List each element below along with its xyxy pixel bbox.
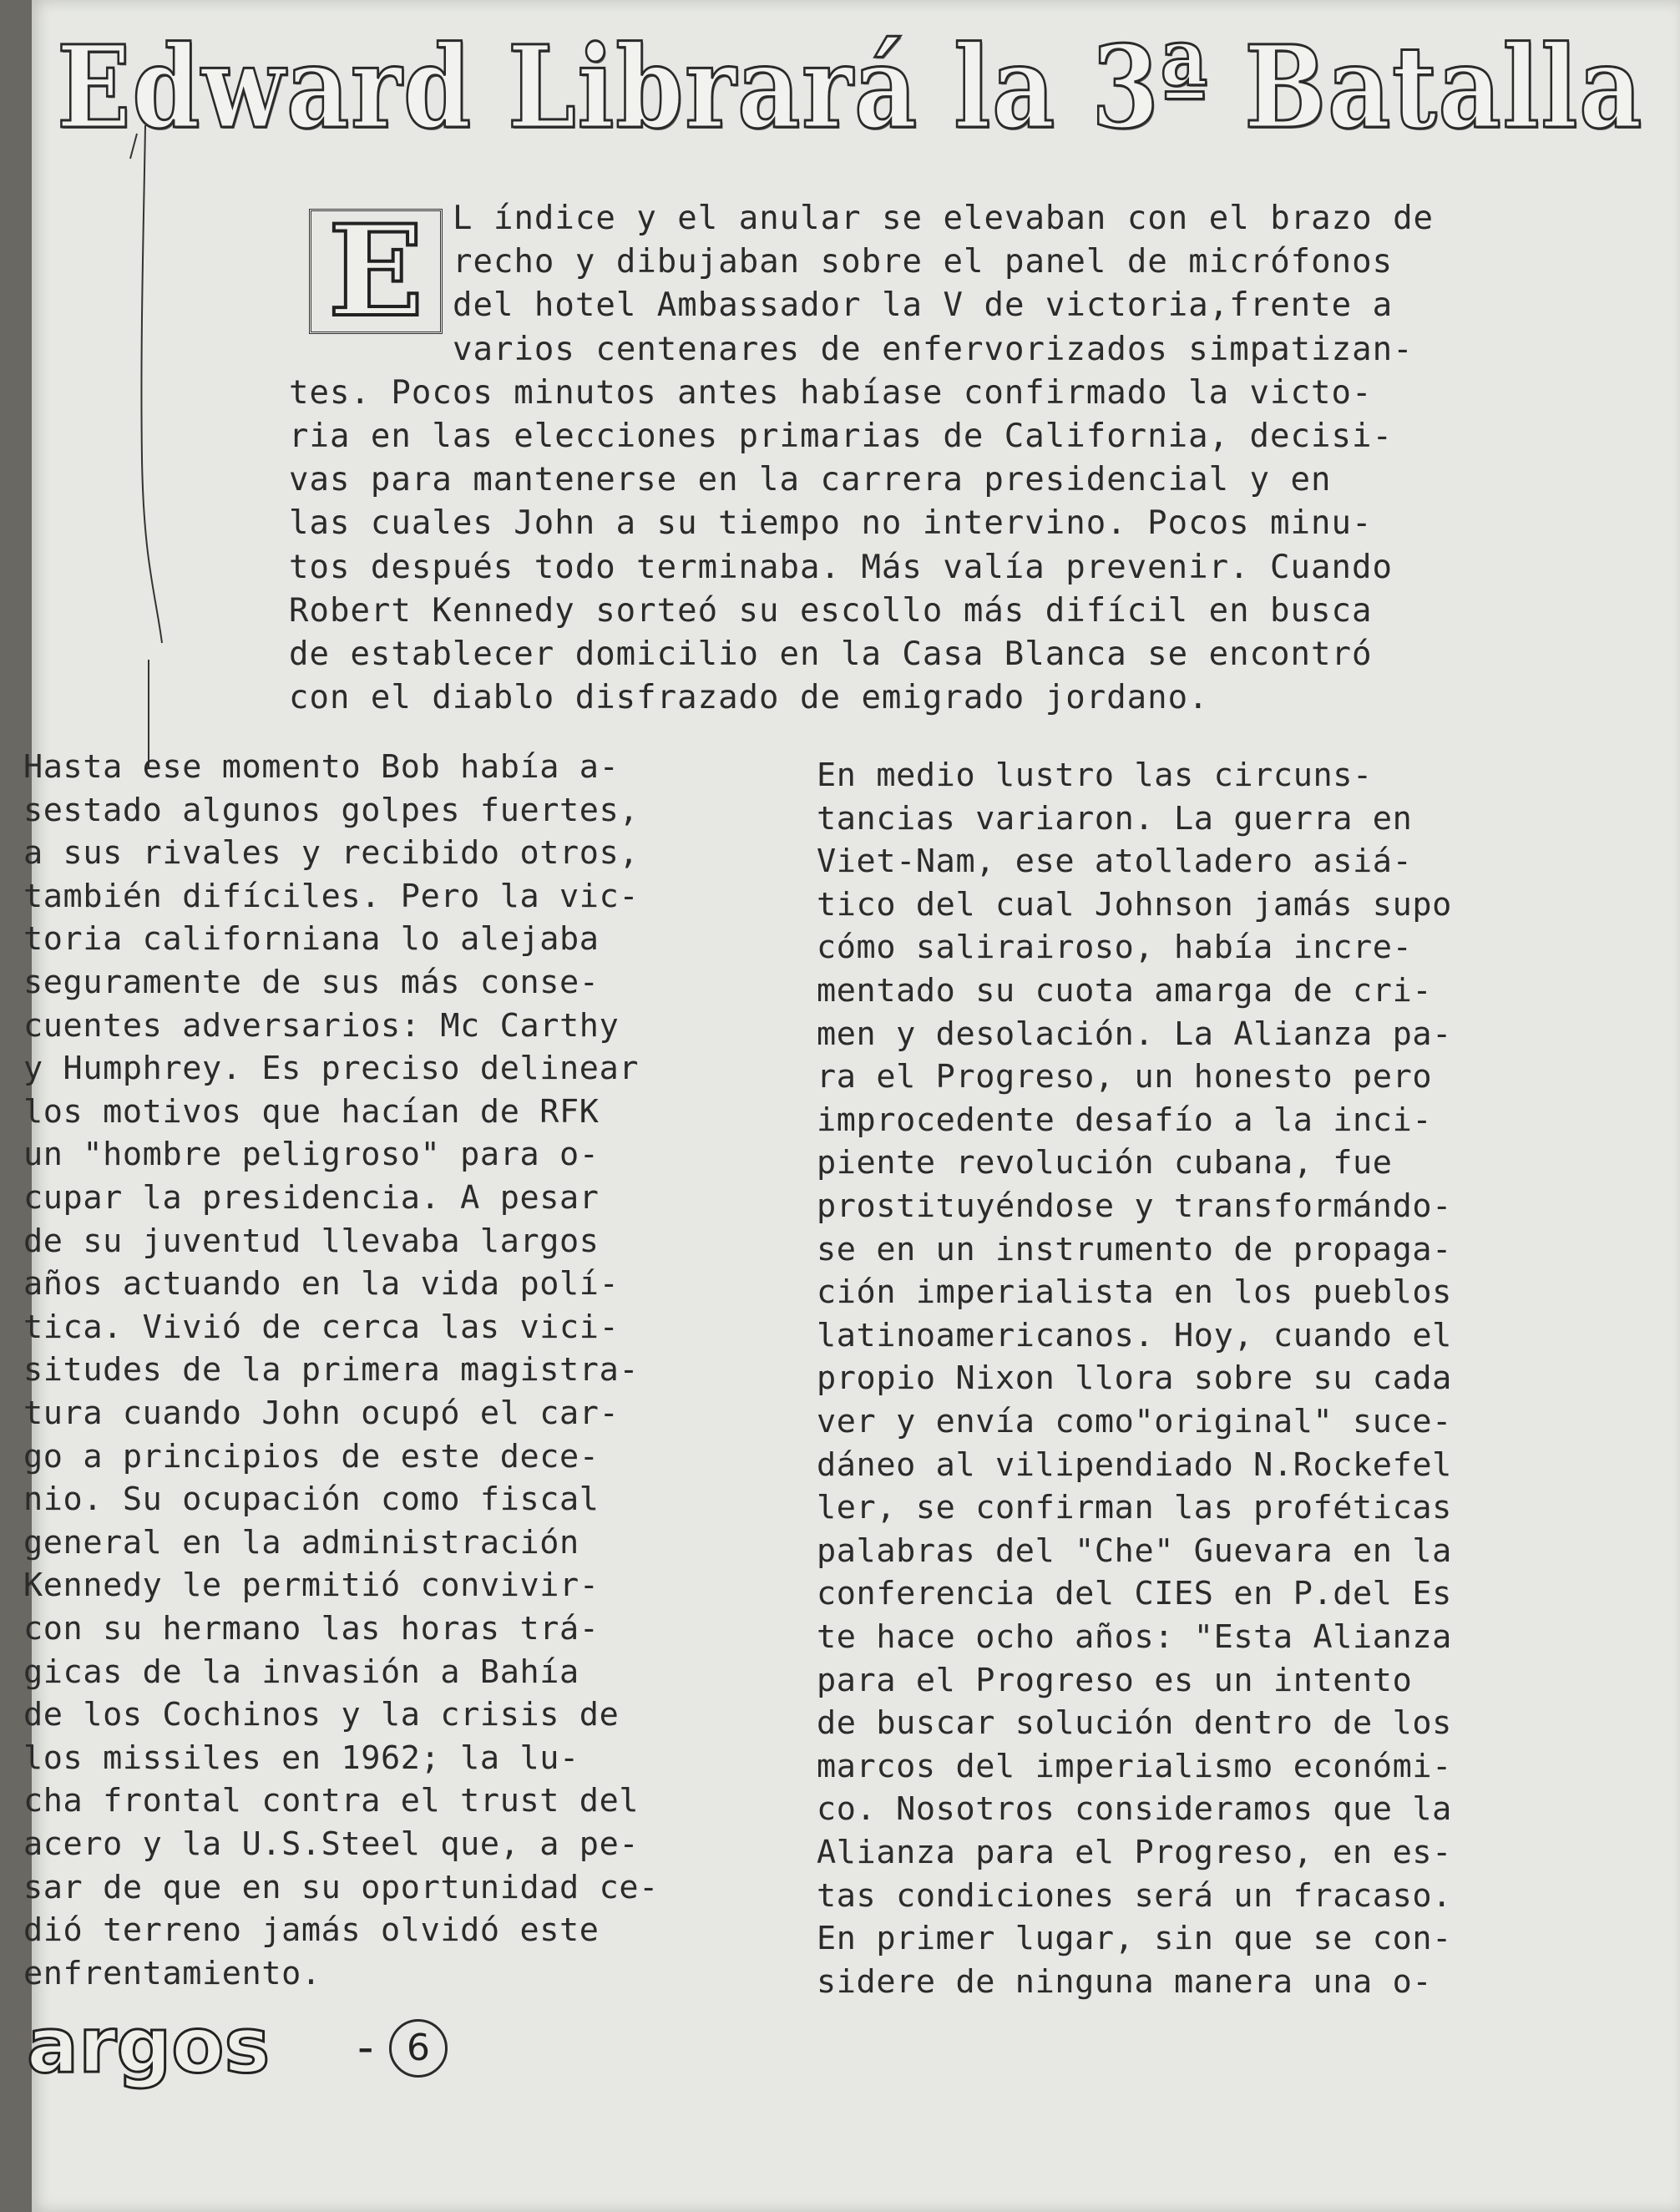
text-line: En primer lugar, sin que se con- <box>817 1920 1452 1958</box>
text-line: Kennedy le permitió convivir- <box>23 1567 600 1605</box>
text-line: tancias variaron. La guerra en <box>817 799 1413 838</box>
text-line: del hotel Ambassador la V de victoria,frente a <box>453 286 1394 325</box>
text-line: y Humphrey. Es preciso delinear <box>23 1050 640 1088</box>
text-line: general en la administración <box>23 1523 579 1562</box>
text-line: tos después todo terminaba. Más valía prevenir. Cuando <box>289 548 1393 586</box>
text-line: dió terreno jamás olvidó este <box>23 1911 600 1950</box>
text-line: sestado algunos golpes fuertes, <box>23 791 640 829</box>
text-line: Alianza para el Progreso, en es- <box>817 1834 1452 1871</box>
text-line: cha frontal contra el trust del <box>23 1782 640 1820</box>
text-line: para el Progreso es un intento <box>817 1661 1413 1699</box>
text-line: Hasta ese momento Bob había a- <box>23 748 620 786</box>
text-line: seguramente de sus más conse- <box>23 964 600 1001</box>
text-line: gicas de la invasión a Bahía <box>23 1653 579 1691</box>
text-line: L índice y el anular se elevaban con el brazo de <box>453 200 1435 237</box>
text-line: de establecer domicilio en la Casa Blanca se encontró <box>289 635 1373 673</box>
text-line: nio. Su ocupación como fiscal <box>23 1481 600 1519</box>
text-line: de los Cochinos y la crisis de <box>23 1696 620 1734</box>
text-line: cómo salirairoso, había incre- <box>817 929 1413 967</box>
text-line: de buscar solución dentro de los <box>817 1704 1452 1743</box>
text-line: tas condiciones será un fracaso. <box>817 1876 1452 1915</box>
text-line: un "hombre peligroso" para o- <box>23 1136 600 1174</box>
footer-separator: - <box>357 2021 374 2073</box>
text-line: tico del cual Johnson jamás supo <box>817 885 1452 924</box>
text-line: ria en las elecciones primarias de California, decisi- <box>289 418 1393 455</box>
text-line: dáneo al vilipendiado N.Rockefel <box>817 1445 1452 1484</box>
text-line: cuentes adversarios: Mc Carthy <box>23 1006 620 1045</box>
text-line: tura cuando John ocupó el car- <box>23 1395 620 1432</box>
text-line: tica. Vivió de cerca las vici- <box>23 1308 620 1346</box>
text-line: latinoamericanos. Hoy, cuando el <box>817 1316 1452 1354</box>
text-line: de su juventud llevaba largos <box>23 1222 600 1260</box>
text-line: conferencia del CIES en P.del Es <box>817 1575 1452 1613</box>
drop-cap: E <box>304 204 448 339</box>
text-line: los missiles en 1962; la lu- <box>23 1739 579 1777</box>
text-line: varios centenares de enfervorizados simpatizan- <box>453 330 1414 368</box>
text-line: con el diablo disfrazado de emigrado jordano. <box>289 679 1209 717</box>
text-line: ler, se confirman las proféticas <box>817 1489 1452 1527</box>
text-line: marcos del imperialismo económi- <box>817 1747 1452 1785</box>
text-line: prostituyéndose y transformándo- <box>817 1187 1452 1225</box>
text-line: toria californiana lo alejaba <box>23 920 600 959</box>
text-line: tes. Pocos minutos antes habíase confirmado la victo- <box>289 373 1373 412</box>
text-line: cupar la presidencia. A pesar <box>23 1179 600 1217</box>
page-number: 6 <box>389 2019 448 2078</box>
text-line: sidere de ninguna manera una o- <box>817 1962 1433 2001</box>
article-headline: Edward Librará la 3ª Batalla <box>57 21 1644 154</box>
text-line: men y desolación. La Alianza pa- <box>817 1015 1452 1053</box>
text-line: Robert Kennedy sorteó su escollo más difícil en busca <box>289 591 1373 630</box>
text-line: recho y dibujaban sobre el panel de micrófonos <box>453 243 1394 281</box>
text-line: improcedente desafío a la inci- <box>817 1101 1433 1139</box>
document-page <box>23 0 1680 2212</box>
text-line: mentado su cuota amarga de cri- <box>817 972 1433 1010</box>
text-line: En medio lustro las circuns- <box>817 757 1373 794</box>
magazine-logo: argos <box>27 2001 271 2090</box>
text-line: acero y la U.S.Steel que, a pe- <box>23 1825 640 1863</box>
text-line: años actuando en la vida polí- <box>23 1265 620 1303</box>
text-line: Viet-Nam, ese atolladero asiá- <box>817 843 1413 881</box>
text-line: sar de que en su oportunidad ce- <box>23 1868 659 1906</box>
text-line: se en un instrumento de propaga- <box>817 1230 1452 1268</box>
text-line: te hace ocho años: "Esta Alianza <box>817 1618 1452 1656</box>
handwritten-margin-line <box>112 125 170 777</box>
text-line: propio Nixon llora sobre su cada <box>817 1359 1452 1398</box>
text-line: piente revolución cubana, fue <box>817 1144 1393 1182</box>
text-line: a sus rivales y recibido otros, <box>23 834 640 873</box>
text-line: palabras del "Che" Guevara en la <box>817 1531 1452 1570</box>
text-line: enfrentamiento. <box>23 1954 321 1992</box>
text-line: vas para mantenerse en la carrera presidencial y en <box>289 461 1332 499</box>
text-line: ra el Progreso, un honesto pero <box>817 1058 1433 1096</box>
text-line: situdes de la primera magistra- <box>23 1351 640 1389</box>
text-line: también difíciles. Pero la vic- <box>23 877 640 915</box>
text-line: go a principios de este dece- <box>23 1437 600 1476</box>
text-line: ver y envía como"original" suce- <box>817 1403 1452 1440</box>
text-line: co. Nosotros consideramos que la <box>817 1790 1452 1829</box>
text-line: con su hermano las horas trá- <box>23 1610 600 1648</box>
text-line: ción imperialista en los pueblos <box>817 1273 1452 1312</box>
text-line: las cuales John a su tiempo no intervino. Pocos minu- <box>289 504 1373 543</box>
text-line: los motivos que hacían de RFK <box>23 1092 600 1131</box>
